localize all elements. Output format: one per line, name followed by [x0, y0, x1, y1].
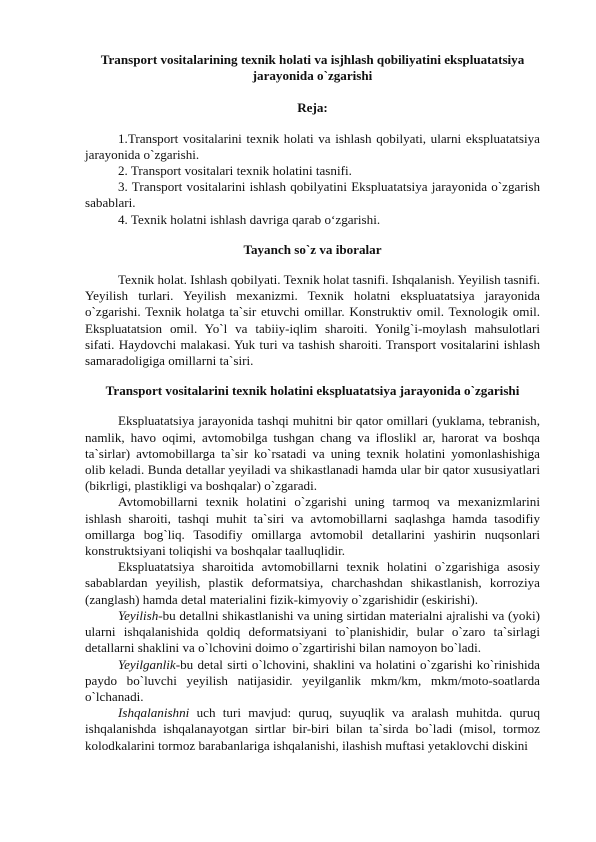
body-paragraph-1: Ekspluatatsiya jarayonida tashqi muhitni bir qator omillari (yuklama, tebranish, namlik, havo oqimi, avtomobilga tushgan chang va ifloslikl ar, harorat va boshqa ta`sirlar) avtomobillarga ta`sir ko`rsatadi va uning texnik holatini yomonlashishiga olib keladi. Bunda detallar yeyiladi va shikastlanadi hamda ular bir qator xususiyatlari (bikrligi, plastikligi va boshqalar) o`zgaradi.	[85, 413, 540, 494]
definition-yeyilish: -bu detallni shikastlanishi va uning sirtidan materialni ajralishi va (yoki) ularni ishqalanishida qoldiq deformatsiyani to`planishidir, bular o`zaro ta`sirlagi detallarni shaklini va o`lchovini doimo o`zgartirishi bilan namoyon bo`ladi.	[85, 607, 540, 656]
keywords-heading: Tayanch so`z va iboralar	[243, 241, 382, 257]
keywords-paragraph: Texnik holat. Ishlash qobilyati. Texnik holat tasnifi. Ishqalanish. Yeyilish tasnifi. Yeyilish turlari. Yeyilish mexanizmi. Texnik holatni ekspluatatsiya jarayonida o`zgarishi. Texnik holatga ta`sir etuvchi omillar. Konstruktiv omil. Texnologik omil. Ekspluatatsion omil. Yo`l va tabiiy-iqlim sharoiti. Yonilg`i-moylash mahsulotlari sifati. Haydovchi malakasi. Yuk turi va tashish sharoiti. Transport vositalarini ishlash samaradoligiga omillarni ta`siri.	[85, 272, 540, 369]
body-paragraph-4	[85, 608, 540, 657]
document-title: Transport vositalarining texnik holati va isjhlash qobiliyatini ekspluatatsiya jarayonida o`zgarishi	[100, 52, 525, 84]
plan-item-4: 4. Texnik holatni ishlash davriga qarab oʻzgarishi.	[118, 211, 381, 227]
body-paragraph-3: Ekspluatatsiya sharoitida avtomobillarni texnik holatini o`zgarishiga asosiy sabablardan yeyilish, plastik deformatsiya, charchashdan shikastlanish, korroziya (zanglash) hamda detal materialini fizik-kimyoviy o`zgarishidir (eskirishi).	[85, 559, 540, 607]
term-yeyilish: Yeyilish	[118, 607, 159, 623]
plan-item-2: 2. Transport vositalari texnik holatini tasnifi.	[118, 163, 352, 179]
section-heading: Transport vositalarini texnik holatini ekspluatatsiya jarayonida o`zgarishi	[105, 383, 520, 399]
term-ishqalanish: Ishqalanishni	[118, 705, 190, 721]
term-yeyilganlik: Yeyilganlik	[118, 656, 176, 672]
definition-yeyilganlik: -bu detal sirti o`lchovini, shaklini va holatini o`zgarishi ko`rinishida paydo bo`luvchi yeyilish natijasidir. yeyilganlik mkm/km, mkm/moto-soatlarda o`lchanadi.	[85, 656, 540, 704]
body-paragraph-6	[85, 705, 540, 754]
plan-item-3: 3. Transport vositalarini ishlash qobilyatini Ekspluatatsiya jarayonida o`zgarish sabablari.	[85, 179, 540, 211]
plan-item-1: 1.Transport vositalarini texnik holati va ishlash qobilyati, ularni ekspluatatsiya jarayonida o`zgarishi.	[85, 130, 540, 162]
definition-ishqalanish: uch turi mavjud: quruq, suyuqlik va aralash muhitda. quruq ishqalanishda ishqalanayotgan sirtlar bir-biri bilan ta`sirda bo`ladi (misol, tormoz kolodkalarini tormoz barabanlariga ishqalanishi, ilashish muftasi yetaklovchi diskini	[85, 705, 540, 753]
body-paragraph-2: Avtomobillarni texnik holatini o`zgarishi uning tarmoq va mexanizmlarini ishlash sharoiti, tashqi muhit ta`siri va avtomobillarni saqlashga hamda tasodifiy omillarga bog`liq. Tasodifiy omillarga avtomobil detallarini yashirin nuqsonlari konstruktsiyani toliqishi va boshqalar taalluqlidir.	[85, 494, 540, 559]
body-paragraph-5	[85, 657, 540, 706]
plan-heading: Reja:	[297, 100, 328, 116]
